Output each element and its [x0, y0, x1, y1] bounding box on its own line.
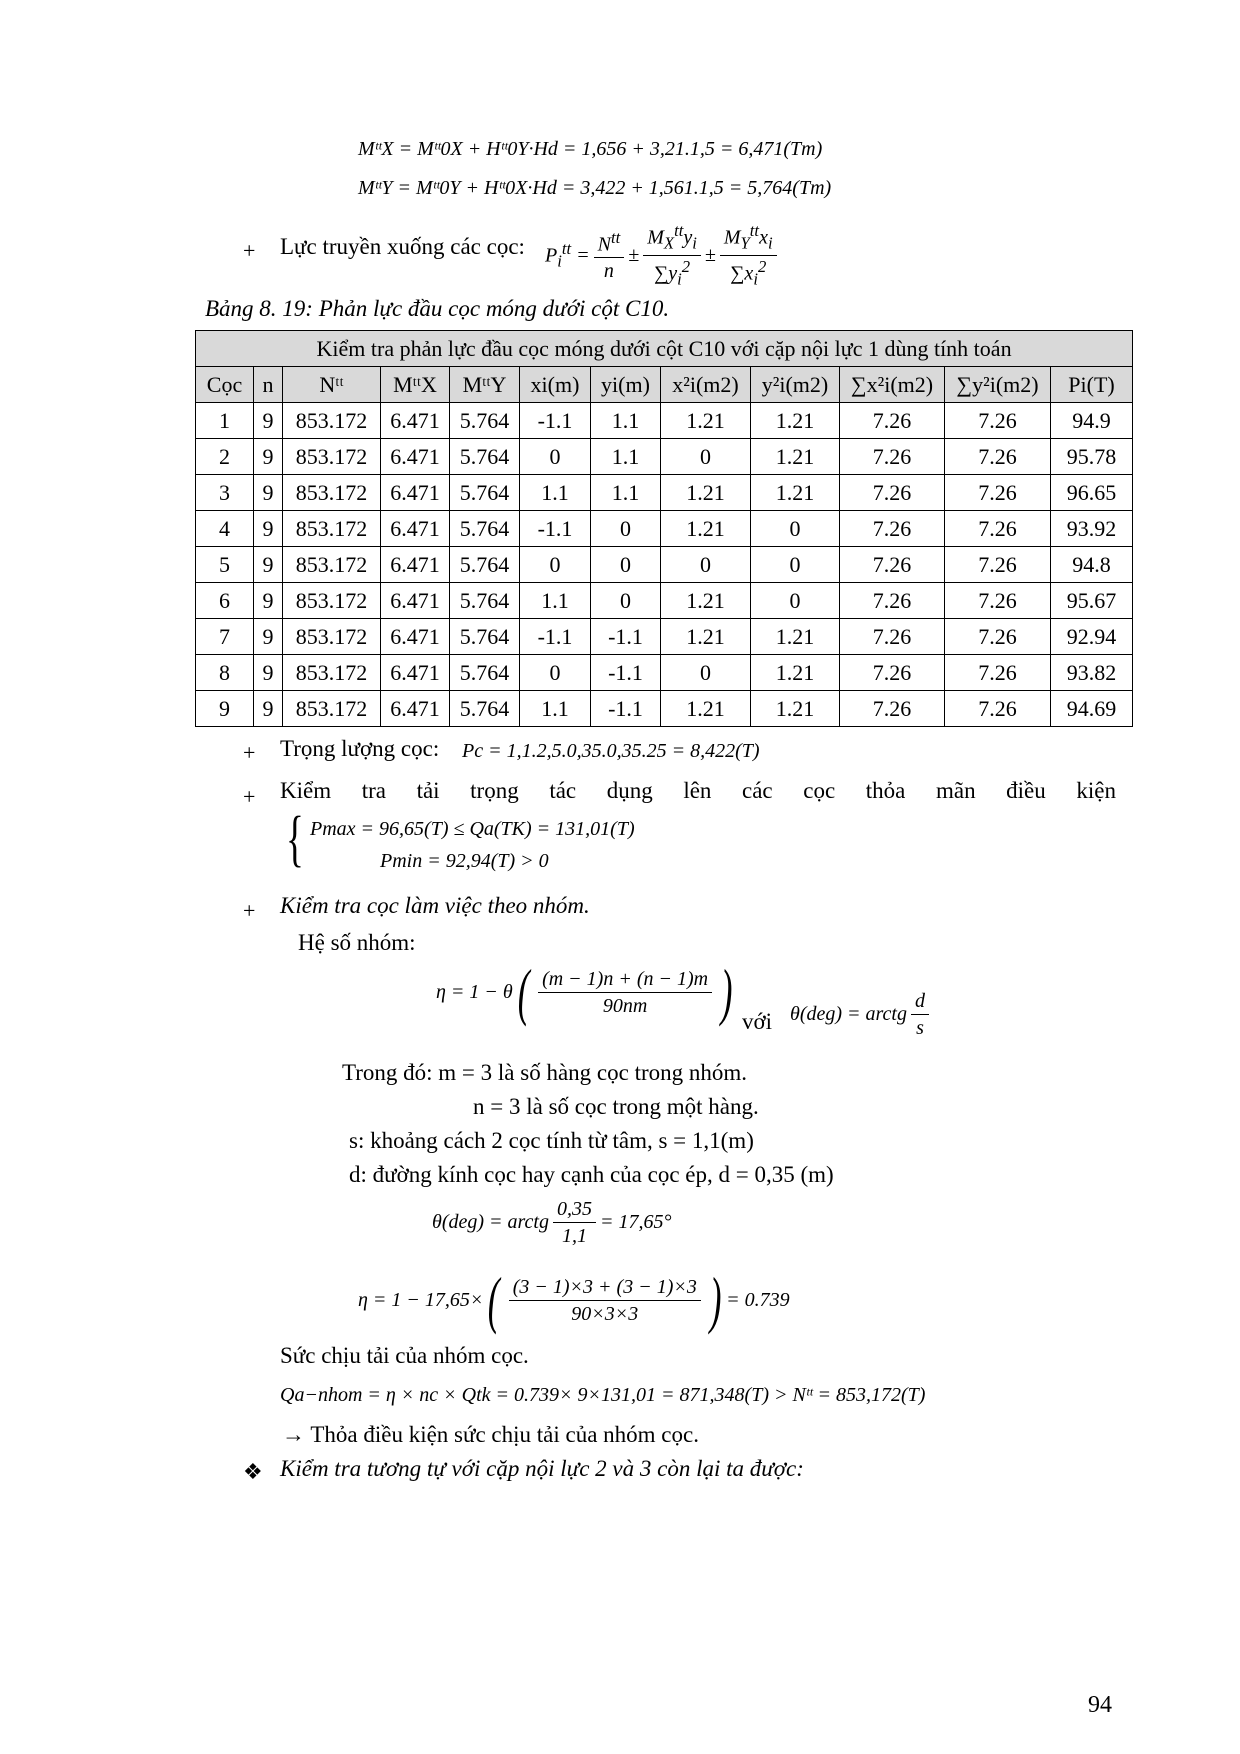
- table-cell: 5.764: [450, 403, 520, 439]
- sentence-word: Kiểm: [280, 778, 332, 803]
- table-cell: 7: [196, 619, 254, 655]
- table-cell: 9: [254, 439, 283, 475]
- eta-numerator: (3 − 1)×3 + (3 − 1)×3: [509, 1276, 701, 1301]
- bullet-plus: +: [243, 784, 256, 809]
- brace-symbol: {: [285, 805, 304, 873]
- bullet-plus: +: [243, 238, 256, 263]
- table-cell: 1: [196, 403, 254, 439]
- table-cell: 95.67: [1051, 583, 1133, 619]
- table-cell: 7.26: [840, 439, 945, 475]
- table-header-cell: x²i(m2): [661, 367, 751, 403]
- table-cell: 5.764: [450, 439, 520, 475]
- table-header-cell: y²i(m2): [751, 367, 840, 403]
- table-cell: 9: [254, 691, 283, 727]
- pile-weight-label: Trọng lượng cọc:: [280, 736, 440, 761]
- table-header-cell: MᵗᵗY: [450, 367, 520, 403]
- capacity-label: Sức chịu tải của nhóm cọc.: [280, 1343, 529, 1368]
- table-cell: 6.471: [381, 691, 450, 727]
- pile-weight-equation: Pc = 1,1.2,5.0,35.0,35.25 = 8,422(T): [462, 740, 760, 762]
- diamond-bullet-icon: ❖: [243, 1459, 263, 1484]
- sentence-word: các: [742, 778, 773, 803]
- table-cell: 93.92: [1051, 511, 1133, 547]
- table-cell: 0: [661, 655, 751, 691]
- table-cell: 5.764: [450, 583, 520, 619]
- eta-denominator: 90×3×3: [571, 1302, 639, 1325]
- table-header-cell: Cọc: [196, 367, 254, 403]
- bullet-plus: +: [243, 898, 256, 923]
- table-cell: 0: [751, 583, 840, 619]
- table-cell: 92.94: [1051, 619, 1133, 655]
- table-cell: 1.1: [591, 475, 661, 511]
- table-cell: 9: [254, 619, 283, 655]
- final-note: Kiểm tra tương tự với cặp nội lực 2 và 3 còn lại ta được:: [280, 1456, 804, 1481]
- table-cell: 9: [196, 691, 254, 727]
- table-cell: 6: [196, 583, 254, 619]
- theta-result: = 17,65°: [600, 1211, 672, 1233]
- table-header-cell: n: [254, 367, 283, 403]
- table-cell: 7.26: [945, 547, 1051, 583]
- table-cell: 853.172: [283, 691, 381, 727]
- table-cell: 1.21: [751, 691, 840, 727]
- table-cell: 7.26: [840, 547, 945, 583]
- sentence-word: trọng: [470, 778, 519, 803]
- table-cell: 2: [196, 439, 254, 475]
- table-cell: 1.1: [520, 583, 591, 619]
- table-cell: 1.1: [591, 403, 661, 439]
- table-cell: 94.9: [1051, 403, 1133, 439]
- table-cell: 5.764: [450, 511, 520, 547]
- table-cell: 9: [254, 511, 283, 547]
- table-header-cell: ∑x²i(m2): [840, 367, 945, 403]
- table-cell: 4: [196, 511, 254, 547]
- table-cell: 94.8: [1051, 547, 1133, 583]
- table-cell: 9: [254, 583, 283, 619]
- theta-definition: θ(deg) = arctg $\frac{d}{s}$: [790, 990, 933, 1039]
- table-cell: 1.21: [661, 475, 751, 511]
- group-check-title: Kiểm tra cọc làm việc theo nhóm.: [280, 893, 590, 918]
- page-number: 94: [1088, 1692, 1112, 1718]
- pmin-equation: Pmin = 92,94(T) > 0: [380, 850, 549, 872]
- sentence-word: cọc: [803, 778, 836, 803]
- table-cell: 94.69: [1051, 691, 1133, 727]
- table-cell: 0: [591, 511, 661, 547]
- table-row: [196, 619, 1133, 655]
- table-caption: Bảng 8. 19: Phản lực đầu cọc móng dưới cột C10.: [205, 296, 670, 321]
- table-cell: 7.26: [840, 475, 945, 511]
- table-cell: 853.172: [283, 511, 381, 547]
- table-cell: 7.26: [945, 583, 1051, 619]
- table-row: [196, 475, 1133, 511]
- conclusion: → Thỏa điều kiện sức chịu tải của nhóm cọc.: [282, 1422, 699, 1447]
- table-cell: 853.172: [283, 583, 381, 619]
- table-cell: 8: [196, 655, 254, 691]
- moment-y-equation: MᵗᵗY = Mᵗᵗ0Y + Hᵗᵗ0X·Hd = 3,422 + 1,561.1,5 = 5,764(Tm): [358, 177, 832, 199]
- table-cell: 9: [254, 475, 283, 511]
- table-cell: 853.172: [283, 619, 381, 655]
- table-cell: 1.21: [751, 619, 840, 655]
- table-cell: 1.1: [591, 439, 661, 475]
- eta-prefix: η = 1 − 17,65×: [358, 1288, 484, 1311]
- sentence-word: điều: [1006, 778, 1046, 803]
- sentence-word: tra: [361, 778, 386, 803]
- table-cell: 0: [661, 439, 751, 475]
- table-cell: 853.172: [283, 547, 381, 583]
- table-cell: -1.1: [520, 403, 591, 439]
- table-cell: 1.21: [661, 691, 751, 727]
- table-cell: -1.1: [520, 511, 591, 547]
- table-cell: 0: [591, 547, 661, 583]
- table-cell: 6.471: [381, 583, 450, 619]
- table-cell: 7.26: [945, 475, 1051, 511]
- table-cell: 0: [751, 547, 840, 583]
- group-coef-label: Hệ số nhóm:: [298, 930, 416, 955]
- table-cell: -1.1: [591, 691, 661, 727]
- where-s: s: khoảng cách 2 cọc tính từ tâm, s = 1,1(m): [349, 1128, 754, 1153]
- table-cell: 6.471: [381, 655, 450, 691]
- table-cell: 6.471: [381, 547, 450, 583]
- table-cell: -1.1: [591, 619, 661, 655]
- table-header-cell: xi(m): [520, 367, 591, 403]
- table-cell: 0: [661, 547, 751, 583]
- pmax-equation: Pmax = 96,65(T) ≤ Qa(TK) = 131,01(T): [310, 818, 635, 840]
- where-n: n = 3 là số cọc trong một hàng.: [473, 1094, 759, 1119]
- table-row: [196, 511, 1133, 547]
- table-cell: 1.21: [751, 475, 840, 511]
- theta-calculation: θ(deg) = arctg $\frac{0,35}{1,1}$ = 17,65°: [432, 1198, 672, 1247]
- table-header-cell: yi(m): [591, 367, 661, 403]
- table-cell: 0: [520, 655, 591, 691]
- table-cell: 1.21: [751, 403, 840, 439]
- table-cell: 1.21: [661, 511, 751, 547]
- table-cell: 7.26: [945, 511, 1051, 547]
- eta-calculation: η = 1 − 17,65× ( $\frac{(3 - 1)\times 3 + (3 - 1)\times 3}{90\times 3\times 3}$ ) = 0.739: [358, 1264, 790, 1335]
- sentence-word: mãn: [935, 778, 976, 803]
- table-cell: 96.65: [1051, 475, 1133, 511]
- theta-numerator: 0,35: [553, 1198, 596, 1223]
- bullet-plus: +: [243, 740, 256, 765]
- table-header-cell: Pi(T): [1051, 367, 1133, 403]
- table-cell: 1.21: [661, 403, 751, 439]
- table-cell: 0: [520, 439, 591, 475]
- table-cell: 5.764: [450, 547, 520, 583]
- table-cell: 5.764: [450, 655, 520, 691]
- table-cell: 5.764: [450, 475, 520, 511]
- table-cell: 9: [254, 655, 283, 691]
- table-cell: 7.26: [840, 403, 945, 439]
- eta-formula-numerator: (m − 1)n + (n − 1)m: [538, 968, 712, 993]
- with-word: với: [742, 1009, 773, 1034]
- table-title: Kiểm tra phản lực đầu cọc móng dưới cột C10 với cặp nội lực 1 dùng tính toán: [196, 331, 1133, 367]
- table-cell: 853.172: [283, 403, 381, 439]
- pile-reaction-table: [195, 330, 1133, 727]
- table-cell: 9: [254, 403, 283, 439]
- table-cell: 7.26: [840, 691, 945, 727]
- table-cell: 0: [591, 583, 661, 619]
- where-d: d: đường kính cọc hay cạnh của cọc ép, d = 0,35 (m): [349, 1162, 834, 1187]
- table-cell: 7.26: [840, 511, 945, 547]
- sentence-word: thỏa: [865, 778, 906, 803]
- table-cell: 5.764: [450, 691, 520, 727]
- table-cell: 6.471: [381, 511, 450, 547]
- eta-formula-denominator: 90nm: [602, 994, 648, 1017]
- sentence-word: lên: [683, 778, 712, 803]
- table-cell: 1.1: [520, 691, 591, 727]
- sentence-word: tác: [549, 778, 577, 803]
- table-cell: 7.26: [945, 403, 1051, 439]
- table-header-cell: ∑y²i(m2): [945, 367, 1051, 403]
- table-cell: 1.1: [520, 475, 591, 511]
- table-cell: 5: [196, 547, 254, 583]
- table-row: [196, 691, 1133, 727]
- table-cell: 7.26: [945, 619, 1051, 655]
- table-cell: 1.21: [661, 583, 751, 619]
- load-label: Lực truyền xuống các cọc:: [280, 234, 525, 259]
- table-cell: 7.26: [840, 583, 945, 619]
- where-m: Trong đó: m = 3 là số hàng cọc trong nhóm.: [342, 1060, 748, 1085]
- table-cell: 3: [196, 475, 254, 511]
- capacity-equation: Qa−nhom = η × nc × Qtk = 0.739× 9×131,01 = 871,348(T) > Nᵗᵗ = 853,172(T): [280, 1384, 926, 1406]
- table-cell: 5.764: [450, 619, 520, 655]
- table-row: [196, 547, 1133, 583]
- table-cell: 6.471: [381, 439, 450, 475]
- table-cell: 0: [520, 547, 591, 583]
- eta-result: = 0.739: [726, 1288, 790, 1311]
- sentence-word: kiện: [1076, 778, 1116, 803]
- eta-formula: η = 1 − θ ( $\frac{(m - 1)n + (n - 1)m}{90nm}$ ): [436, 956, 733, 1027]
- table-cell: 853.172: [283, 439, 381, 475]
- table-cell: -1.1: [591, 655, 661, 691]
- table-cell: 95.78: [1051, 439, 1133, 475]
- table-cell: 853.172: [283, 475, 381, 511]
- sentence-word: dụng: [606, 778, 653, 803]
- table-cell: 6.471: [381, 475, 450, 511]
- table-cell: 7.26: [945, 439, 1051, 475]
- table-cell: 1.21: [751, 655, 840, 691]
- sentence-word: tải: [416, 778, 440, 803]
- theta-definition-text: θ(deg) = arctg: [790, 1003, 907, 1025]
- table-cell: 1.21: [751, 439, 840, 475]
- table-cell: 853.172: [283, 655, 381, 691]
- table-cell: 6.471: [381, 403, 450, 439]
- table-header-cell: Nᵗᵗ: [283, 367, 381, 403]
- table-cell: -1.1: [520, 619, 591, 655]
- table-cell: 93.82: [1051, 655, 1133, 691]
- table-cell: 9: [254, 547, 283, 583]
- table-cell: 7.26: [840, 619, 945, 655]
- table-row: [196, 583, 1133, 619]
- table-row: [196, 439, 1133, 475]
- table-cell: 7.26: [945, 655, 1051, 691]
- table-cell: 0: [751, 511, 840, 547]
- theta-denominator: 1,1: [562, 1225, 587, 1247]
- table-header-cell: MᵗᵗX: [381, 367, 450, 403]
- pile-load-formula: $P_i^{tt}$ = $\frac{N^{tt}}{n}$ ± $\frac{M_X^{tt}y_i}{\sum y_i^2}$ ± $\frac{M_Y^{tt}x_i}{\sum x_i^2}$: [545, 222, 781, 289]
- check-load-sentence: [280, 778, 1116, 804]
- table-cell: 1.21: [661, 619, 751, 655]
- moment-x-equation: MᵗᵗX = Mᵗᵗ0X + Hᵗᵗ0Y·Hd = 1,656 + 3,21.1,5 = 6,471(Tm): [358, 138, 823, 160]
- table-cell: 6.471: [381, 619, 450, 655]
- table-cell: 7.26: [945, 691, 1051, 727]
- table-row: [196, 655, 1133, 691]
- table-cell: 7.26: [840, 655, 945, 691]
- table-row: [196, 403, 1133, 439]
